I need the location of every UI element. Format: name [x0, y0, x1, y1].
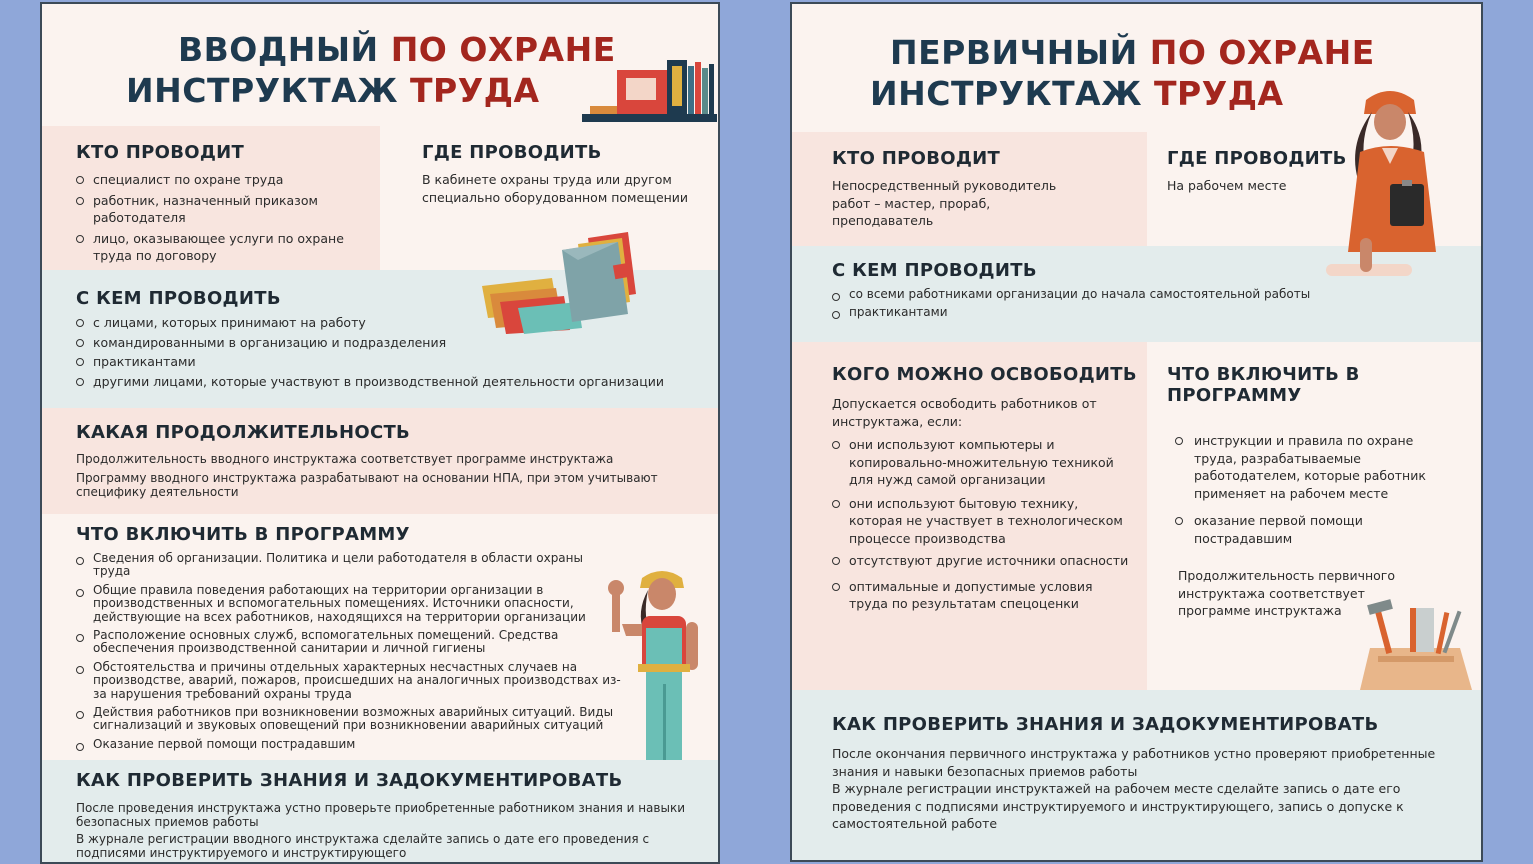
poster-title	[870, 32, 1375, 114]
title-line1-dark: ВВОДНЫЙ	[178, 30, 379, 69]
section-heading: КАК ПРОВЕРИТЬ ЗНАНИЯ И ЗАДОКУМЕНТИРОВАТЬ	[76, 770, 623, 791]
section-check-knowledge	[42, 760, 720, 864]
section-heading: ЧТО ВКЛЮЧИТЬ В ПРОГРАММУ	[76, 524, 410, 545]
title-line2-accent: ТРУДА	[1154, 74, 1284, 113]
section-text: Допускается освободить работников от инструктажа, если:	[832, 396, 1097, 429]
section-heading: ГДЕ ПРОВОДИТЬ	[422, 142, 602, 163]
title-line2-dark: ИНСТРУКТАЖ	[870, 74, 1143, 113]
title-line2-accent: ТРУДА	[410, 71, 540, 110]
list-item: лицо, оказывающее услуги по охране труда по договору	[76, 230, 346, 265]
section-text: В журнале регистрации вводного инструктажа сделайте запись о дате его проведения с подписями инструктируемого и инструктирующего	[76, 832, 650, 860]
list-item: инструкции и правила по охране труда, разрабатываемые работодателем, которые работник применяет на рабочем месте	[1175, 432, 1450, 502]
section-heading: КАКАЯ ПРОДОЛЖИТЕЛЬНОСТЬ	[76, 422, 411, 443]
section-heading: КАК ПРОВЕРИТЬ ЗНАНИЯ И ЗАДОКУМЕНТИРОВАТЬ	[832, 714, 1379, 735]
section-duration	[42, 408, 720, 514]
list-item: оказание первой помощи пострадавшим	[1175, 512, 1450, 547]
books-illustration	[582, 56, 717, 130]
list-item: Сведения об организации. Политика и цели работодателя в области охраны труда	[76, 552, 621, 579]
poster-primary-briefing	[790, 2, 1483, 862]
section-heading: С КЕМ ПРОВОДИТЬ	[76, 288, 281, 309]
poster-title	[126, 29, 616, 111]
list-item: работник, назначенный приказом работодателя	[76, 192, 346, 227]
list-item: командированными в организацию и подразделения	[76, 334, 720, 352]
list-item: Обстоятельства и причины отдельных характерных несчастных случаев на производстве, аварий, пожаров, происшедших на аналогичных производствах из-за нарушения требований охраны труда	[76, 661, 621, 701]
section-who-can-be-exempt	[792, 342, 1147, 690]
section-text: Продолжительность первичного инструктажа соответствует программе инструктажа	[1178, 568, 1395, 618]
list-item: другими лицами, которые участвуют в производственной деятельности организации	[76, 373, 720, 391]
list-item: специалист по охране труда	[76, 171, 346, 189]
section-heading: ЧТО ВКЛЮЧИТЬ В ПРОГРАММУ	[1167, 364, 1360, 406]
folders-illustration	[478, 230, 668, 338]
list-item: практикантами	[832, 306, 1483, 319]
list-item: отсутствуют другие источники опасности	[832, 552, 1132, 570]
title-line1-accent: ПО ОХРАНЕ	[390, 30, 616, 69]
section-text: После проведения инструктажа устно проверьте приобретенные работником знания и навыки безопасных приемов работы	[76, 801, 686, 829]
section-heading: ГДЕ ПРОВОДИТЬ	[1167, 148, 1347, 169]
list-item: практикантами	[76, 353, 720, 371]
worker-clipboard-illustration	[1316, 88, 1466, 288]
section-text: Продолжительность вводного инструктажа соответствует программе инструктажа	[76, 452, 614, 466]
list-item: Расположение основных служб, вспомогательных помещений. Средства обеспечения производственной санитарии и личной гигиены	[76, 629, 621, 656]
section-heading: С КЕМ ПРОВОДИТЬ	[832, 260, 1037, 281]
section-who-conducts	[42, 126, 380, 270]
title-line2-dark: ИНСТРУКТАЖ	[126, 71, 399, 110]
section-text: На рабочем месте	[1167, 178, 1287, 193]
list-item: Действия работников при возникновении возможных аварийных ситуаций. Виды сигнализаций и звуковых оповещений при возникновении аварийных ситуаций	[76, 706, 621, 733]
list-item: они используют компьютеры и копировально-множительную техникой для нужд самой организации	[832, 436, 1132, 489]
title-line1-dark: ПЕРВИЧНЫЙ	[890, 33, 1138, 72]
poster-introductory-briefing	[40, 2, 720, 864]
list-item: оптимальные и допустимые условия труда по результатам спецоценки	[832, 578, 1132, 613]
section-text: Непосредственный руководитель работ – мастер, прораб, преподаватель	[832, 178, 1057, 228]
tools-illustration	[1350, 598, 1480, 692]
section-text: В кабинете охраны труда или другом специально оборудованном помещении	[422, 172, 689, 205]
section-check-knowledge	[792, 690, 1483, 862]
section-heading: КТО ПРОВОДИТ	[76, 142, 245, 163]
list-item: Оказание первой помощи пострадавшим	[76, 738, 621, 751]
section-text: В журнале регистрации инструктажей на рабочем месте сделайте запись о дате его проведения с подписями инструктируемого и инструктирующего, запись о допуске к самостоятельной работе	[832, 781, 1404, 831]
title-line1-accent: ПО ОХРАНЕ	[1149, 33, 1375, 72]
section-who-conducts	[792, 132, 1147, 246]
section-heading: КТО ПРОВОДИТ	[832, 148, 1001, 169]
list-item: со всеми работниками организации до начала самостоятельной работы	[832, 288, 1483, 301]
list-item: они используют бытовую технику, которая не участвует в технологическом процессе производства	[832, 495, 1132, 548]
section-text: Программу вводного инструктажа разрабатывают на основании НПА, при этом учитывают специфику деятельности	[76, 471, 658, 499]
section-heading: КОГО МОЖНО ОСВОБОДИТЬ	[832, 364, 1137, 385]
section-text: После окончания первичного инструктажа у работников устно проверяют приобретенные знания и навыки безопасных приемов работы	[832, 746, 1436, 779]
list-item: с лицами, которых принимают на работу	[76, 314, 720, 332]
list-item: Общие правила поведения работающих на территории организации в производственных и вспомогательных помещениях. Источники опасности, действующие на всех работников, находящихся на территории организации	[76, 584, 621, 624]
